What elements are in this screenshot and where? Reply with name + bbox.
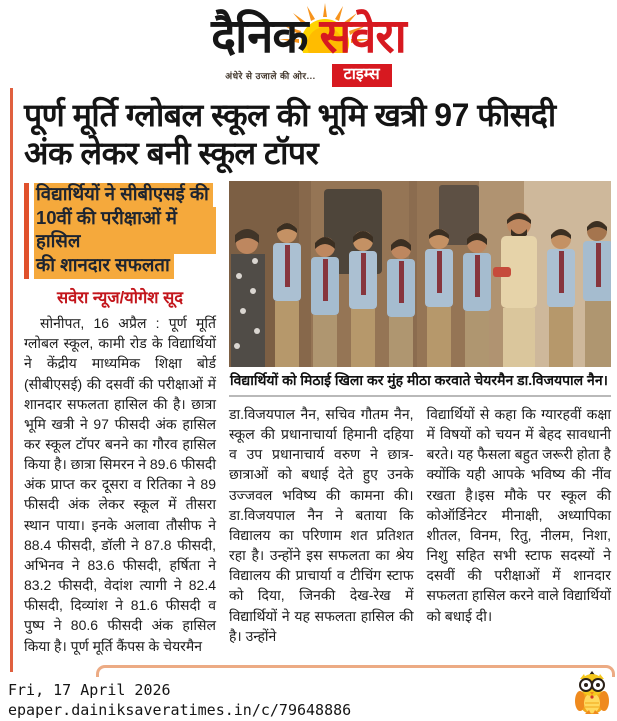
article-body-col2: डा.विजयपाल नैन, सचिव गौतम नैन, स्कूल की प्रधानाचार्या हिमानी दहिया व उप प्रधानाचार्य वरुण ने छात्र-छात्राओं को बधाई देते हुए उनके उज्जवल भविष्य की कामना की। डा.विजयपाल नैन ने बताया कि विद्यालय का परिणाम शत प्रतिशत रहा है। उन्होंने इस सफलता का श्रेय विद्यालय की प्राचार्या व टीचिंग स्टाफ को दिया, जिनकी देख-रेख में विद्यार्थियों ने यह सफलता हासिल की है। उन्होंने	[229, 405, 414, 644]
logo-word-savera: सवेरा	[319, 9, 406, 62]
article-content	[0, 181, 617, 656]
article-photo	[229, 181, 611, 367]
article-headline: पूर्ण मूर्ति ग्लोबल स्कूल की भूमि खत्री 97 फीसदी अंक लेकर बनी स्कूल टॉपर	[24, 97, 556, 172]
newspaper-masthead	[0, 0, 617, 94]
logo-word-dainik: दैनिक	[211, 9, 308, 62]
article-left-column	[24, 181, 216, 656]
photo-caption: विद्यार्थियों को मिठाई खिला कर मुंह मीठा करवाते चेयरमैन डा.विजयपाल नैन।	[229, 367, 611, 397]
footer-date: Fri, 17 April 2026	[8, 681, 171, 699]
subhead-line	[34, 207, 216, 254]
newspaper-logo	[109, 9, 509, 62]
article-byline: सवेरा न्यूज/योगेश सूद	[56, 289, 184, 308]
masthead-tagline: अंधेरे से उजाले की ओर...	[225, 71, 316, 82]
owl-mascot-icon	[571, 671, 613, 720]
subhead-line-text: विद्यार्थियों ने सीबीएसई की	[34, 183, 213, 208]
masthead-bottom-row	[109, 64, 509, 87]
subhead-line	[34, 254, 216, 279]
footer-url: epaper.dainiksaveratimes.in/c/79648886	[8, 701, 352, 720]
article-subheadline	[24, 183, 216, 279]
subhead-line-text: 10वीं की परीक्षाओं में हासिल	[34, 207, 216, 254]
article-body-col1: सोनीपत, 16 अप्रैल : पूर्ण मूर्ति ग्लोबल स्कूल, कामी रोड के विद्यार्थियों ने केंद्रीय माध्यमिक शिक्षा बोर्ड (सीबीएसई) की दसवीं की परीक्षाओं में शानदार सफलता हासिल की है। छात्रा भूमि खत्री ने 97 फीसदी अंक हासिल कर स्कूल टॉपर बनने का गौरव हासिल किया है। छात्रा सिमरन ने 89.6 फीसदी अंक प्राप्त कर दूसरा व रितिका ने 89 फीसदी अंक लेकर स्कूल में तीसरा स्थान पाया। इनके अलावा तौसीफ ने 88.4 फीसदी, डॉली ने 87.8 फीसदी, अभिनव ने 83.6 फीसदी, हर्षिता ने 83.2 फीसदी, वेदांश त्यागी ने 82.4 फीसदी, दिव्यांश ने 81.6 फीसदी व पुष्प ने 80.6 फीसदी अंक हासिल किया है। पूर्ण मूर्ति कैंपस के चेयरमैन	[24, 315, 216, 654]
article-right-region	[229, 181, 611, 656]
article-lower-columns	[229, 404, 611, 646]
times-label: टाइम्स	[332, 64, 392, 87]
article-body-col3: विद्यार्थियों से कहा कि ग्यारहवीं कक्षा में विषयों को चयन में बेहद सावधानी बरते। यह फैसला बहुत जरूरी होता है क्योंकि यही आपके भविष्य की नींव रखता है।इस मौके पर स्कूल की कोऑर्डिनेटर मीनाक्षी, अध्यापिका शीतल, विनम, रितु, नीलम, निशा, निशु सहित सभी स्टाफ सदस्यों ने दसवीं की परीक्षाओं में शानदार सफलता हासिल करने वाले विद्यार्थियों को बधाई दी।	[426, 405, 611, 624]
article-left-rule	[10, 88, 13, 672]
masthead-inner	[109, 0, 509, 94]
subhead-line-text: की शानदार सफलता	[34, 254, 174, 279]
subhead-line	[34, 183, 216, 208]
epaper-footer	[0, 677, 617, 721]
